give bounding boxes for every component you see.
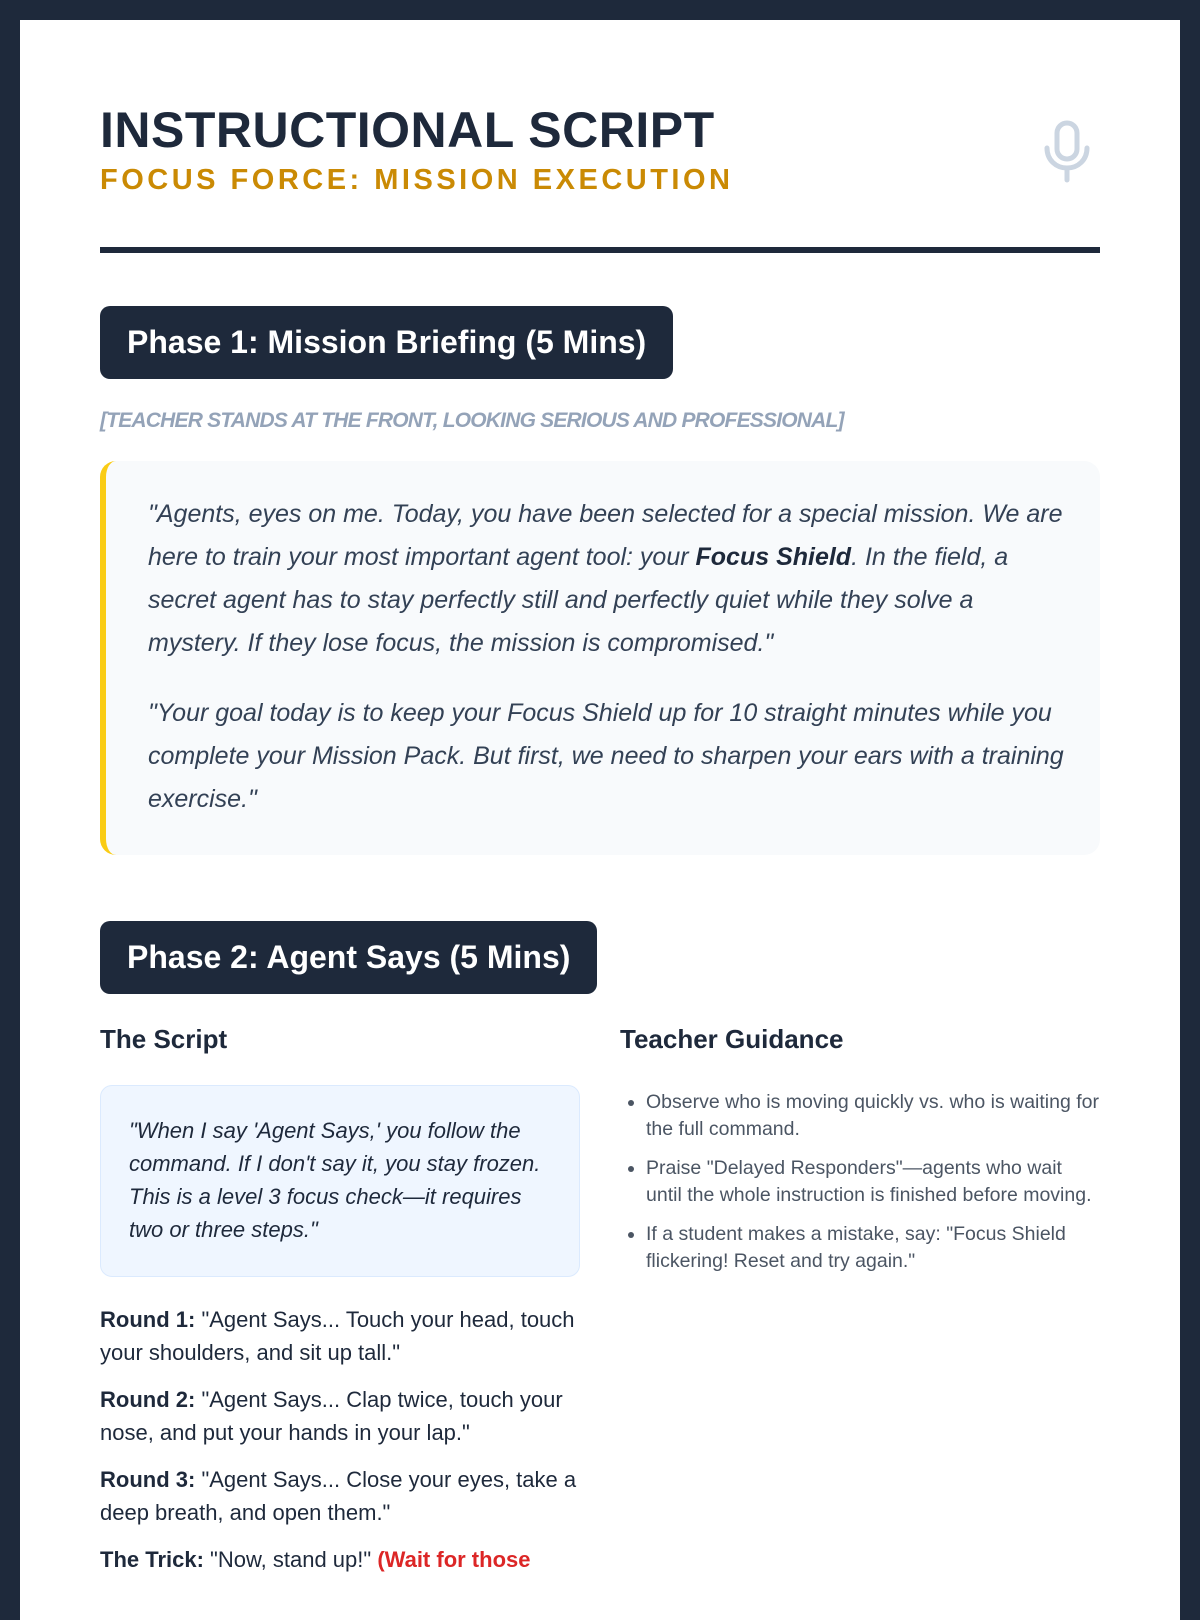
header (100, 20, 1100, 253)
guidance-heading: Teacher Guidance (620, 1024, 844, 1054)
briefing-paragraph-1 (148, 493, 1064, 665)
focus-shield-emphasis: Focus Shield (695, 543, 852, 571)
round-label: Round 3: (100, 1467, 196, 1492)
script-quote: "When I say 'Agent Says,' you follow the command. If I don't say it, you stay frozen. This is a level 3 focus check—it requires two or three steps." (100, 1085, 580, 1277)
round-text: "Agent Says... Touch your head, touch your shoulders, and sit up tall." (100, 1307, 575, 1365)
script-card (20, 20, 1180, 1620)
microphone-icon (1042, 120, 1092, 184)
round-1 (100, 1303, 580, 1369)
stage-direction: [TEACHER STANDS AT THE FRONT, LOOKING SERIOUS AND PROFESSIONAL] (100, 409, 844, 432)
round-label: Round 1: (100, 1307, 196, 1332)
round-label: The Trick: (100, 1547, 204, 1572)
round-text: "Now, stand up!" (203, 1547, 378, 1572)
phase-1-heading: Phase 1: Mission Briefing (5 Mins) (100, 306, 673, 379)
script-column (100, 1024, 580, 1576)
text: . In the field, a secret agent has to stay perfectly still and perfectly quiet while they solve a mystery. If they lose focus, the mission is compromised." (148, 543, 1009, 657)
the-trick (100, 1543, 580, 1576)
round-text: "Agent Says... Close your eyes, take a deep breath, and open them." (100, 1467, 577, 1525)
guidance-item: • Praise "Delayed Responders"—agents who wait until the whole instruction is finished before moving. (646, 1155, 1100, 1208)
round-label: Round 2: (100, 1387, 196, 1412)
trick-note: (Wait for those (377, 1547, 531, 1572)
guidance-item: • Observe who is moving quickly vs. who is waiting for the full command. (646, 1089, 1100, 1142)
page-title: INSTRUCTIONAL SCRIPT (100, 102, 715, 158)
guidance-list (620, 1089, 1100, 1274)
phase-2-heading: Phase 2: Agent Says (5 Mins) (100, 921, 597, 994)
phase-2-columns (100, 1024, 1100, 1576)
round-3 (100, 1463, 580, 1529)
page-subtitle: FOCUS FORCE: MISSION EXECUTION (100, 164, 734, 196)
briefing-quote (100, 461, 1100, 855)
round-text: "Agent Says... Clap twice, touch your nose, and put your hands in your lap." (100, 1387, 563, 1445)
script-heading: The Script (100, 1024, 228, 1054)
text: "Agents, eyes on me. Today, you have been selected for a special mission. We are here to train your most important agent tool: your (148, 500, 1063, 571)
round-2 (100, 1383, 580, 1449)
briefing-paragraph-2: "Your goal today is to keep your Focus Shield up for 10 straight minutes while you complete your Mission Pack. But first, we need to sharpen your ears with a training exercise." (148, 699, 1064, 813)
guidance-item: • If a student makes a mistake, say: "Focus Shield flickering! Reset and try again." (646, 1221, 1100, 1274)
guidance-column (620, 1024, 1100, 1576)
